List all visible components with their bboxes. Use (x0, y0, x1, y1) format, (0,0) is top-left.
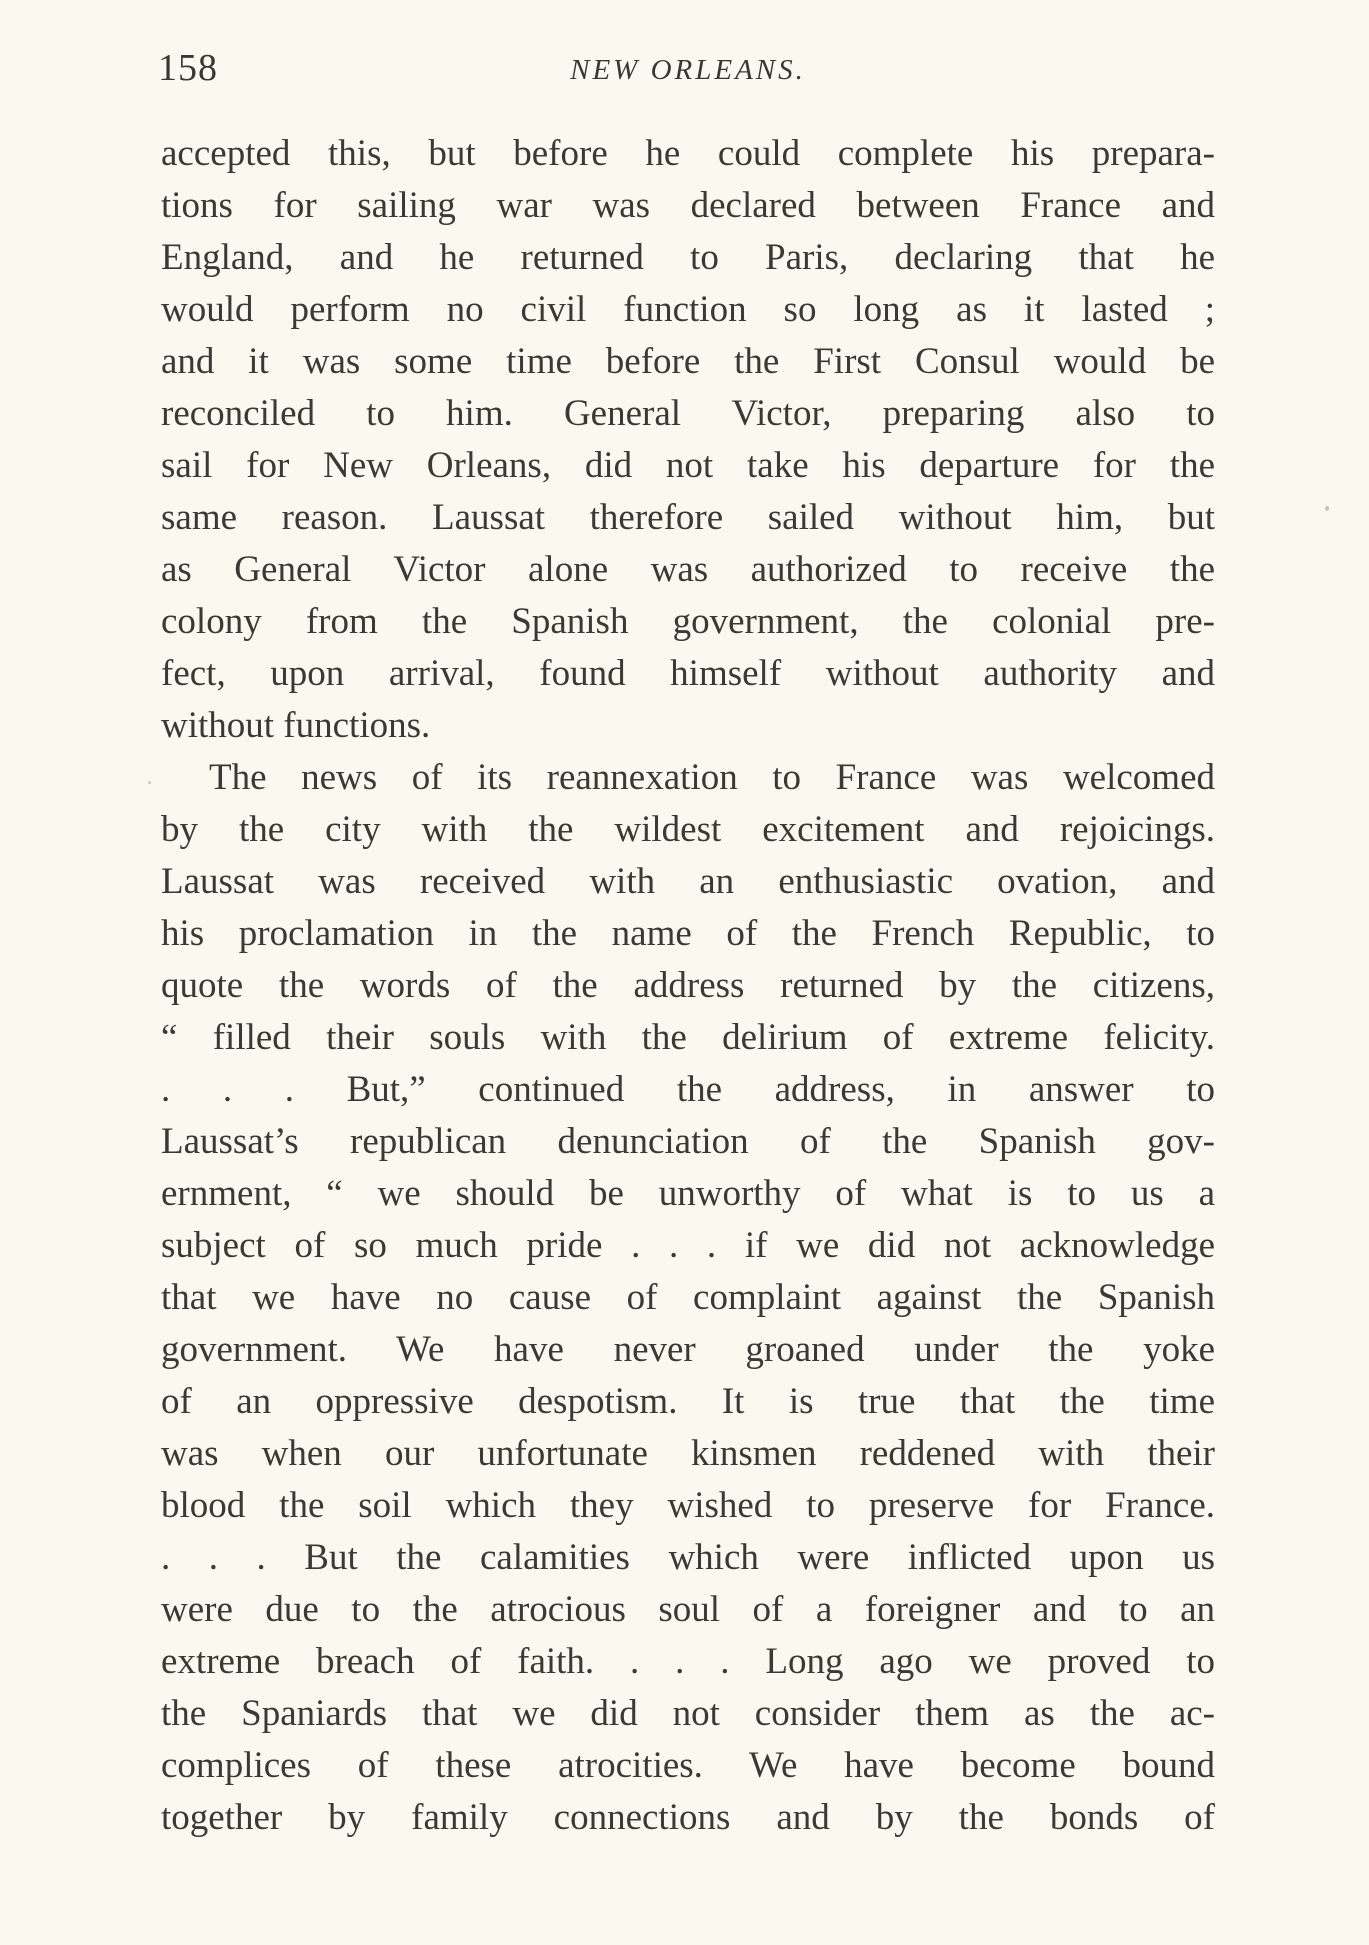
text-line: colony from the Spanish government, the colonial pre- (161, 601, 1215, 642)
text-line: Laussat’s republican denunciation of the Spanish gov- (161, 1121, 1215, 1162)
text-line: fect, upon arrival, found himself without authority and (161, 653, 1215, 694)
text-line: the Spaniards that we did not consider them as the ac- (161, 1693, 1215, 1734)
body-text (161, 128, 1215, 1844)
text-line: tions for sailing war was declared between France and (161, 185, 1215, 226)
text-line: ernment, “ we should be unworthy of what is to us a (161, 1173, 1215, 1214)
text-line: as General Victor alone was authorized to receive the (161, 549, 1215, 590)
text-line: reconciled to him. General Victor, preparing also to (161, 393, 1215, 434)
text-line: by the city with the wildest excitement and rejoicings. (161, 809, 1215, 850)
text-line: together by family connections and by the bonds of (161, 1797, 1215, 1838)
text-line: was when our unfortunate kinsmen reddened with their (161, 1433, 1215, 1474)
text-line: “ filled their souls with the delirium of extreme felicity. (161, 1017, 1215, 1058)
text-line: The news of its reannexation to France was welcomed (209, 757, 1215, 798)
text-line: would perform no civil function so long as it lasted ; (161, 289, 1215, 330)
text-line: extreme breach of faith. . . . Long ago we proved to (161, 1641, 1215, 1682)
text-line: without functions. (161, 705, 431, 746)
text-line: England, and he returned to Paris, declaring that he (161, 237, 1215, 278)
text-line: quote the words of the address returned by the citizens, (161, 965, 1215, 1006)
text-line: that we have no cause of complaint against the Spanish (161, 1277, 1215, 1318)
page-header (158, 46, 1218, 96)
text-line: and it was some time before the First Consul would be (161, 341, 1215, 382)
page-number: 158 (158, 47, 218, 89)
text-line: Laussat was received with an enthusiastic ovation, and (161, 861, 1215, 902)
text-line: subject of so much pride . . . if we did not acknowledge (161, 1225, 1215, 1266)
running-title: NEW ORLEANS. (570, 54, 806, 86)
text-line: same reason. Laussat therefore sailed without him, but (161, 497, 1215, 538)
text-line: his proclamation in the name of the French Republic, to (161, 913, 1215, 954)
text-line: government. We have never groaned under the yoke (161, 1329, 1215, 1370)
text-line: complices of these atrocities. We have become bound (161, 1745, 1215, 1786)
text-line: . . . But the calamities which were inflicted upon us (161, 1537, 1215, 1578)
text-line: blood the soil which they wished to preserve for France. (161, 1485, 1215, 1526)
text-line: . . . But,” continued the address, in answer to (161, 1069, 1215, 1110)
text-line: were due to the atrocious soul of a foreigner and to an (161, 1589, 1215, 1630)
paper-speck (148, 781, 151, 784)
text-line: accepted this, but before he could complete his prepara- (161, 133, 1215, 174)
text-line: sail for New Orleans, did not take his departure for the (161, 445, 1215, 486)
text-line: of an oppressive despotism. It is true that the time (161, 1381, 1215, 1422)
paper-speck (1325, 506, 1329, 511)
